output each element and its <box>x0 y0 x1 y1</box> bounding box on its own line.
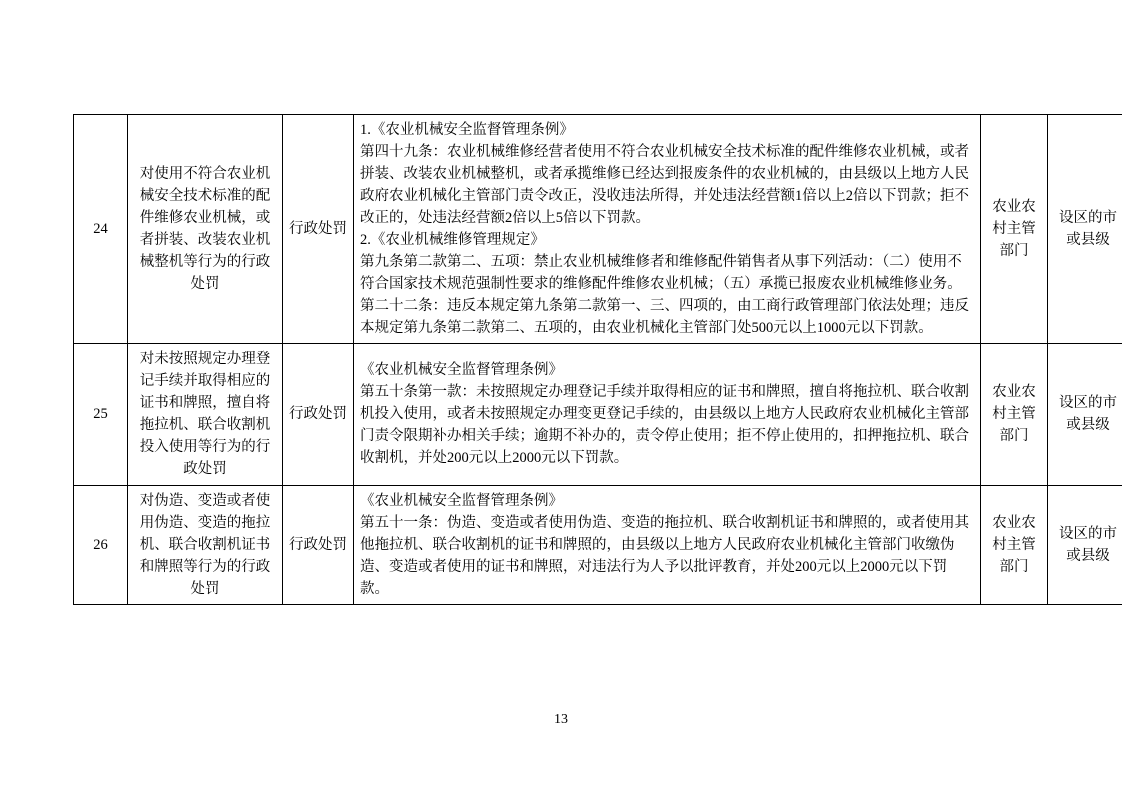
department-text: 农业农村主管部门 <box>992 514 1036 575</box>
table-body <box>74 115 1122 605</box>
legal-basis-cell <box>354 344 981 485</box>
table-row <box>74 485 1122 604</box>
row-number-cell <box>74 344 128 485</box>
legal-basis-cell <box>354 485 981 604</box>
legal-basis-line: 第二十二条：违反本规定第九条第二款第一、三、四项的，由工商行政管理部门依法处理；违反本规定第九条第二款第二、五项的，由农业机械化主管部门处500元以上1000元以下罚款。 <box>360 298 969 337</box>
row-number-cell <box>74 115 128 344</box>
level-text: 设区的市或县级 <box>1059 525 1117 564</box>
table-row <box>74 344 1122 485</box>
department-cell <box>981 485 1048 604</box>
penalty-type-cell <box>283 344 354 485</box>
table-row <box>74 115 1122 344</box>
penalty-item-cell <box>128 344 283 485</box>
administrative-penalty-table <box>73 114 1122 605</box>
level-cell <box>1048 485 1122 604</box>
penalty-type-cell <box>283 115 354 344</box>
department-cell <box>981 344 1048 485</box>
legal-basis-line: 2.《农业机械维修管理规定》 <box>360 232 545 249</box>
legal-basis-line: 第五十条第一款：未按照规定办理登记手续并取得相应的证书和牌照，擅自将拖拉机、联合收割机投入使用，或者未按照规定办理变更登记手续的，由县级以上地方人民政府农业机械化主管部门责令限期补办相关手续；逾期不补办的，责令停止使用；拒不停止使用的，扣押拖拉机、联合收割机，并处200元以上2000元以下罚款。 <box>360 384 969 467</box>
row-number-cell <box>74 485 128 604</box>
legal-basis-line: 第五十一条：伪造、变造或者使用伪造、变造的拖拉机、联合收割机证书和牌照的，或者使用其他拖拉机、联合收割机的证书和牌照的，由县级以上地方人民政府农业机械化主管部门收缴伪造、变造或者使用的证书和牌照，对违法行为人予以批评教育，并处200元以上2000元以下罚款。 <box>360 514 969 597</box>
level-cell <box>1048 115 1122 344</box>
page-number: 13 <box>554 712 568 727</box>
row-number: 24 <box>93 221 108 238</box>
level-text: 设区的市或县级 <box>1059 395 1117 434</box>
department-text: 农业农村主管部门 <box>992 384 1036 445</box>
legal-basis-line: 《农业机械安全监督管理条例》 <box>360 492 563 509</box>
legal-basis-cell <box>354 115 981 344</box>
department-cell <box>981 115 1048 344</box>
penalty-item-cell <box>128 485 283 604</box>
level-text: 设区的市或县级 <box>1059 210 1117 249</box>
penalty-type-text: 行政处罚 <box>289 536 347 553</box>
penalty-type-cell <box>283 485 354 604</box>
penalty-item-cell <box>128 115 283 344</box>
penalty-item-text: 对伪造、变造或者使用伪造、变造的拖拉机、联合收割机证书和牌照等行为的行政处罚 <box>139 492 271 597</box>
department-text: 农业农村主管部门 <box>992 199 1036 260</box>
penalty-item-text: 对使用不符合农业机械安全技术标准的配件维修农业机械，或者拼装、改装农业机械整机等行为的行政处罚 <box>139 166 271 293</box>
row-number: 25 <box>93 406 108 423</box>
legal-basis-line: 1.《农业机械安全监督管理条例》 <box>360 122 574 138</box>
legal-basis-line: 第四十九条：农业机械维修经营者使用不符合农业机械安全技术标准的配件维修农业机械，或者拼装、改装农业机械整机，或者承揽维修已经达到报废条件的农业机械的，由县级以上地方人民政府农业机械化主管部门责令改正，没收违法所得，并处违法经营额1倍以上2倍以下罚款；拒不改正的，处违法经营额2倍以上5倍以下罚款。 <box>360 144 969 227</box>
row-number: 26 <box>93 536 108 553</box>
legal-basis-line: 第九条第二款第二、五项：禁止农业机械维修者和维修配件销售者从事下列活动：（二）使用不符合国家技术规范强制性要求的维修配件维修农业机械；（五）承揽已报废农业机械维修业务。 <box>360 254 962 293</box>
penalty-item-text: 对未按照规定办理登记手续并取得相应的证书和牌照，擅自将拖拉机、联合收割机投入使用等行为的行政处罚 <box>139 351 271 478</box>
legal-basis-line: 《农业机械安全监督管理条例》 <box>360 362 563 379</box>
penalty-type-text: 行政处罚 <box>289 221 347 238</box>
level-cell <box>1048 344 1122 485</box>
penalty-type-text: 行政处罚 <box>289 406 347 423</box>
